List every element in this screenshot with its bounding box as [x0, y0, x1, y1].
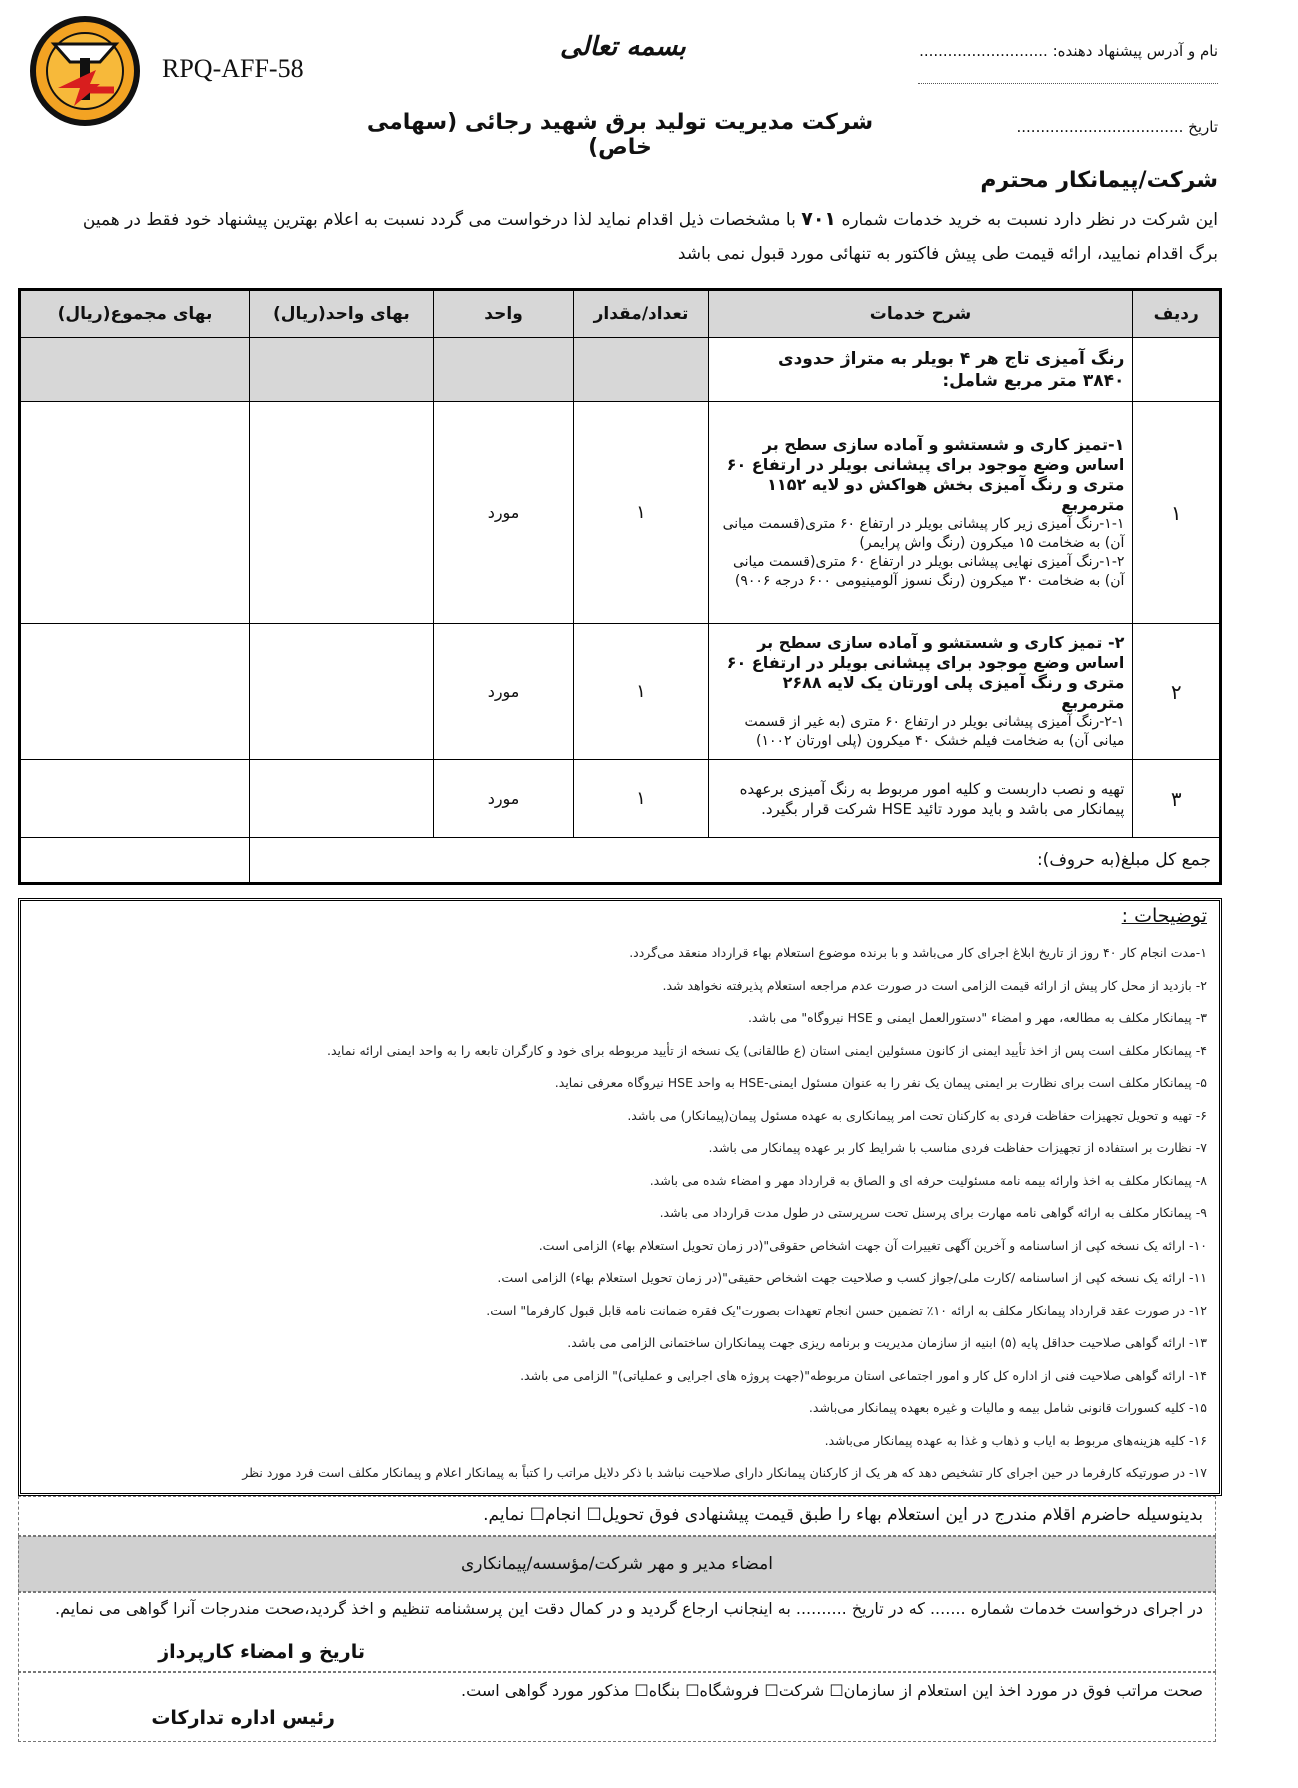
- row-qty: ۱: [574, 760, 708, 838]
- verification-text: صحت مراتب فوق در مورد اخذ این استعلام از سازمان☐ شرکت☐ فروشگاه☐ بنگاه☐ مذکور مورد گواهی است.: [461, 1681, 1203, 1700]
- table-title: رنگ آمیزی تاج هر ۴ بویلر به متراژ حدودی ۳۸۴۰ متر مربع شامل:: [708, 338, 1133, 402]
- notes-list: [27, 937, 1207, 1490]
- row-unit-price-cell[interactable]: [250, 402, 434, 624]
- sum-label: جمع کل مبلغ(به حروف):: [250, 838, 1221, 884]
- form-code: RPQ-AFF-58: [162, 54, 304, 83]
- list-item: ۳- پیمانکار مکلف به مطالعه، مهر و امضاء "دستورالعمل ایمنی و HSE نیروگاه" می باشد.: [747, 1010, 1207, 1025]
- row-unit: مورد: [433, 624, 574, 760]
- intro-paragraph: [68, 202, 1218, 271]
- row-qty: ۱: [574, 624, 708, 760]
- list-item: ۱۵- کلیه کسورات قانونی شامل بیمه و مالیات و غیره بعهده پیمانکار می‌باشد.: [808, 1400, 1207, 1415]
- notes-title: توضیحات :: [1121, 905, 1207, 927]
- table-header: [20, 290, 1221, 338]
- list-item: ۱۶- کلیه هزینه‌های مربوط به ایاب و ذهاب و غذا به عهده پیمانکار می‌باشد.: [824, 1432, 1207, 1448]
- declaration-text: بدینوسیله حاضرم اقلام مندرج در این استعلام بهاء را طبق قیمت پیشنهادی فوق تحویل☐ انجام☐ نمایم.: [483, 1505, 1203, 1525]
- row-unit: مورد: [433, 402, 574, 624]
- header-desc: شرح خدمات: [708, 290, 1133, 338]
- list-item: ۸- پیمانکار مکلف به اخذ وارائه بیمه نامه مسئولیت حرفه ای و الصاق به قرارداد مهر و امضاء شده می باشد.: [649, 1172, 1207, 1188]
- executor-section: [18, 1592, 1216, 1672]
- list-item: ۱-مدت انجام کار ۴۰ روز از تاریخ ابلاغ اجرای کار می‌باشد و با برنده موضوع استعلام بهاء قرارداد منعقد می‌گردد.: [629, 945, 1207, 960]
- list-item: ۵- پیمانکار مکلف است برای نظارت بر ایمنی پیمان یک نفر را به عنوان مسئول ایمنی-HSE به واحد HSE نیروگاه معرفی نماید.: [554, 1075, 1207, 1090]
- list-item: ۲- بازدید از محل کار پیش از ارائه قیمت الزامی است در صورت عدم مراجعه استعلام پذیرفته نخواهد شد.: [662, 977, 1207, 993]
- list-item: ۶- تهیه و تحویل تجهیزات حفاظت فردی به کارکنان تحت امر پیمانکاری به عهده مسئول پیمان(پیمانکار) می باشد.: [627, 1107, 1207, 1123]
- row-description: ۱-تمیز کاری و شستشو و آماده سازی سطح بر اساس وضع موجود برای پیشانی بویلر در ارتفاع ۶۰ متری و رنگ آمیزی بخش هواکش دو لایه ۱۱۵۲ مترمربع ۱-۱-رنگ آمیزی زیر کار پیشانی بویلر در ارتفاع ۶۰ متری(قسمت میانی آن) به ضخامت ۱۵ میکرون (رنگ واش پرایمر) ۱-۲-رنگ آمیزی نهایی پیشانی بویلر در ارتفاع ۶۰ متری(قسمت میانی آن) به ضخامت ۳۰ میکرون (رنگ نسوز آلومینیومی ۶۰۰ درجه ۹۰۰۶): [708, 402, 1133, 624]
- list-item: ۴- پیمانکار مکلف است پس از اخذ تأیید ایمنی از کانون مسئولین ایمنی استان (ع طالقانی) یک نسخه از تأیید مربوطه برای خود و کارگران تابعه را به واحد ایمنی ارائه نماید.: [326, 1042, 1207, 1058]
- list-item: ۱۱- ارائه یک نسخه کپی از اساسنامه /کارت ملی/جواز کسب و صلاحیت جهت اشخاص حقیقی"(در زمان تحویل استعلام بهاء) الزامی است.: [497, 1270, 1207, 1285]
- row-total-cell[interactable]: [20, 760, 250, 838]
- company-signature-section[interactable]: امضاء مدیر و مهر شرکت/مؤسسه/پیمانکاری: [18, 1536, 1216, 1592]
- table-row: [20, 760, 1221, 838]
- row-number: ۱: [1133, 402, 1221, 624]
- list-item: ۱۳- ارائه گواهی صلاحیت حداقل پایه (۵) ابنیه از سازمان مدیریت و برنامه ریزی جهت پیمانکاران ساختمانی الزامی می باشد.: [567, 1335, 1207, 1350]
- list-item: ۱۴- ارائه گواهی صلاحیت فنی از اداره کل کار و امور اجتماعی استان مربوطه"(جهت پروژه های اجرایی و عملیاتی)" الزامی می باشد.: [520, 1367, 1207, 1383]
- row-unit: مورد: [433, 760, 574, 838]
- row-description: تهیه و نصب داربست و کلیه امور مربوط به رنگ آمیزی برعهده پیمانکار می باشد و باید مورد تائید HSE شرکت قرار بگیرد.: [708, 760, 1133, 838]
- row-number: ۲: [1133, 624, 1221, 760]
- header-qty: تعداد/مقدار: [574, 290, 708, 338]
- sum-row: [20, 838, 1221, 884]
- intro-part2: با مشخصات ذیل اقدام نماید لذا درخواست می گردد نسبت به اعلام بهترین پیشنهاد خود فقط در همین برگ اقدام نمایید، ارائه قیمت طی پیش فاکتور به تنهائی مورد قبول نمی باشد: [82, 210, 1218, 264]
- table-title-row: [20, 338, 1221, 402]
- executor-signature[interactable]: تاریخ و امضاء کارپرداز: [158, 1641, 365, 1663]
- list-item: ۱۲- در صورت عقد قرارداد پیمانکار مکلف به ارائه ۱۰٪ تضمین حسن انجام تعهدات بصورت"یک فقره ضمانت نامه قابل قبول کارفرما" است.: [486, 1302, 1207, 1318]
- service-number: ۷۰۱: [801, 208, 837, 230]
- intro-part1: این شرکت در نظر دارد نسبت به خرید خدمات شماره: [841, 210, 1218, 230]
- sum-total-cell[interactable]: [20, 838, 250, 884]
- address-line[interactable]: [918, 82, 1218, 84]
- date-field[interactable]: تاریخ ...................................: [1016, 118, 1218, 136]
- basmala: بسمه تعالی: [560, 32, 686, 62]
- table-row: [20, 402, 1221, 624]
- header-unit: واحد: [433, 290, 574, 338]
- verification-section: [18, 1672, 1216, 1742]
- bidder-name-field[interactable]: نام و آدرس پیشنهاد دهنده: ...........................: [919, 42, 1218, 60]
- header-total: بهای مجموع(ریال): [20, 290, 250, 338]
- row-number: ۳: [1133, 760, 1221, 838]
- row-unit-price-cell[interactable]: [250, 624, 434, 760]
- row-description: ۲- تمیز کاری و شستشو و آماده سازی سطح بر اساس وضع موجود برای پیشانی بویلر در ارتفاع ۶۰ متری و رنگ آمیزی پلی اورتان یک لایه ۲۶۸۸ مترمربع ۲-۱-رنگ آمیزی پیشانی بویلر در ارتفاع ۶۰ متری (به غیر از قسمت میانی آن) به ضخامت فیلم خشک ۴۰ میکرون (پلی اورتان ۱۰۰۲): [708, 624, 1133, 760]
- company-name: شرکت مدیریت تولید برق شهید رجائی (سهامی خاص): [366, 110, 874, 160]
- execution-text: در اجرای درخواست خدمات شماره ....... که در تاریخ .......... به اینجانب ارجاع گردید و در کمال دقت این پرسشنامه تنظیم و اخذ گردید،صحت مندرجات آنرا گواهی می نمایم.: [55, 1599, 1203, 1618]
- declaration-section: [18, 1496, 1216, 1536]
- row-unit-price-cell[interactable]: [250, 760, 434, 838]
- row-total-cell[interactable]: [20, 624, 250, 760]
- list-item: ۹- پیمانکار مکلف به ارائه گواهی نامه مهارت برای پرسنل تحت سرپرستی در طول مدت قرارداد می باشد.: [659, 1205, 1207, 1220]
- header-row: ردیف: [1133, 290, 1221, 338]
- company-logo: [30, 14, 140, 128]
- notes-box: [18, 898, 1222, 1496]
- list-item: ۱۰- ارائه یک نسخه کپی از اساسنامه و آخرین آگهی تغییرات آن جهت اشخاص حقوقی"(در زمان تحویل استعلام بهاء) الزامی است.: [538, 1237, 1207, 1253]
- list-item: ۱۷- در صورتیکه کارفرما در حین اجرای کار تشخیص دهد که هر یک از کارکنان پیمانکار دارای صلاحیت نباشد با ذکر دلایل مراتب را کتباً به پیمانکار اعلام و پیمانکار مکلف است فرد مورد نظر: [242, 1465, 1207, 1480]
- list-item: ۷- نظارت بر استفاده از تجهیزات حفاظت فردی مناسب با شرایط کار بر عهده پیمانکار می باشد.: [708, 1140, 1207, 1155]
- header-unit-price: بهای واحد(ریال): [250, 290, 434, 338]
- salutation: شرکت/پیمانکار محترم: [980, 168, 1218, 193]
- services-table: [18, 288, 1222, 885]
- row-qty: ۱: [574, 402, 708, 624]
- table-row: [20, 624, 1221, 760]
- procurement-head-signature[interactable]: رئیس اداره تدارکات: [151, 1707, 335, 1729]
- row-total-cell[interactable]: [20, 402, 250, 624]
